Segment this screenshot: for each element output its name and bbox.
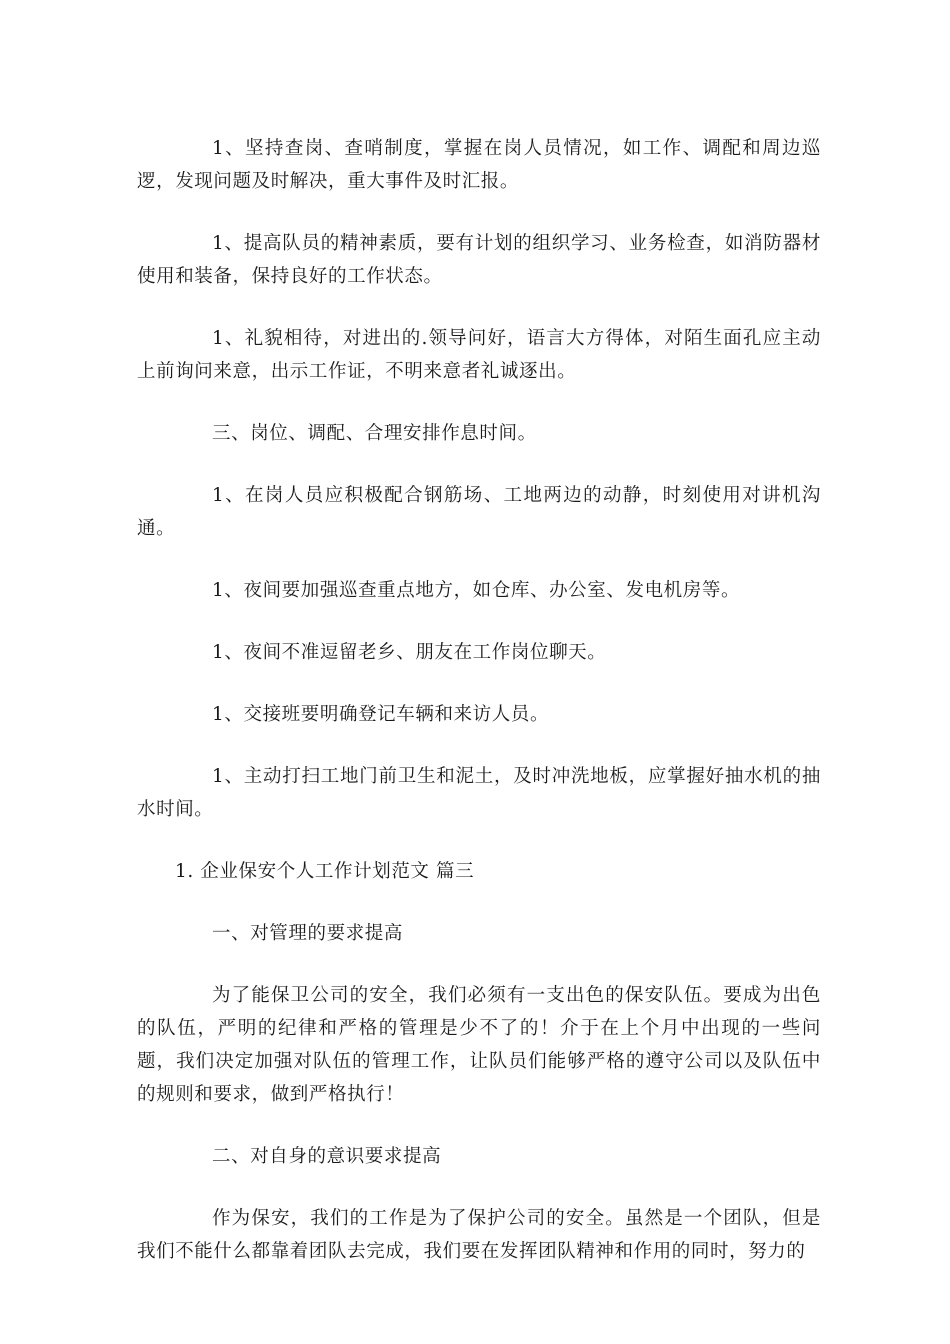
paragraph-checkpost: 1、坚持查岗、查哨制度，掌握在岗人员情况，如工作、调配和周边巡逻，发现问题及时解决，重大事件及时汇报。 <box>137 138 821 192</box>
paragraph-courtesy: 1、礼貌相待，对进出的.领导问好，语言大方得体，对陌生面孔应主动上前询问来意，出示工作证，不明来意者礼诚逐出。 <box>137 328 821 382</box>
paragraph-training: 1、提高队员的精神素质，要有计划的组织学习、业务检查，如消防器材使用和装备，保持良好的工作状态。 <box>137 233 821 287</box>
paragraph-management: 为了能保卫公司的安全，我们必须有一支出色的保安队伍。要成为出色的队伍，严明的纪律和严格的管理是少不了的！介于在上个月中出现的一些问题，我们决定加强对队伍的管理工作，让队员们能够严格的遵守公司以及队伍中的规则和要求，做到严格执行！ <box>137 985 821 1105</box>
document-body <box>137 132 821 1297</box>
paragraph-awareness: 作为保安，我们的工作是为了保护公司的安全。虽然是一个团队，但是我们不能什么都靠着团队去完成，我们要在发挥团队精神和作用的同时，努力的 <box>137 1208 821 1262</box>
section-heading-2: 二、对自身的意识要求提高 <box>212 1146 442 1167</box>
section-heading-3: 三、岗位、调配、合理安排作息时间。 <box>212 423 537 444</box>
paragraph-night-patrol: 1、夜间要加强巡查重点地方，如仓库、办公室、发电机房等。 <box>212 580 741 601</box>
paragraph-cleaning: 1、主动打扫工地门前卫生和泥土，及时冲洗地板，应掌握好抽水机的抽水时间。 <box>137 766 821 820</box>
section-heading-1: 一、对管理的要求提高 <box>212 923 404 944</box>
paragraph-shift-handover: 1、交接班要明确登记车辆和来访人员。 <box>212 704 550 725</box>
article-heading: 1. 企业保安个人工作计划范文 篇三 <box>175 861 475 882</box>
paragraph-cooperation: 1、在岗人员应积极配合钢筋场、工地两边的动静，时刻使用对讲机沟通。 <box>137 485 821 539</box>
paragraph-no-visitors: 1、夜间不准逗留老乡、朋友在工作岗位聊天。 <box>212 642 607 663</box>
